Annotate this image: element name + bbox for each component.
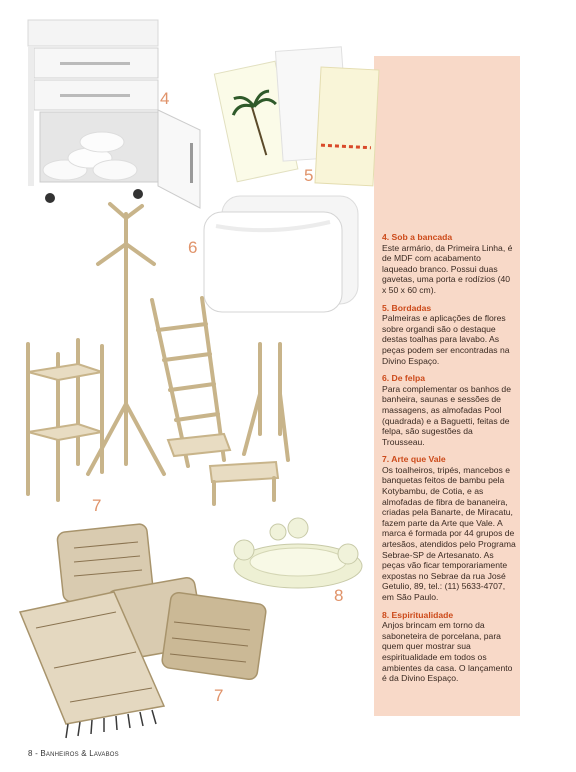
- captions: [382, 232, 516, 691]
- page-number: 8 -: [28, 749, 41, 758]
- caption-title: 4. Sob a bancada: [382, 232, 453, 242]
- caption-item-7: [382, 454, 516, 602]
- item-number-8: 8: [334, 586, 344, 605]
- caption-body: Anjos brincam em torno da saboneteira de porcelana, para quem quer mostrar sua espiritualidade em todos os ambientes da casa. O lançamento é da Divino Espaço.: [382, 620, 513, 684]
- item-number-4: 4: [160, 89, 170, 108]
- caption-body: Para complementar os banhos de banheira, saunas e sessões de massagens, as almofadas Pool (quadrada) e a Baguetti, feitas de felpa, são sugestões da Trousseau.: [382, 383, 511, 447]
- publication-name: Banheiros & Lavabos: [40, 749, 119, 758]
- caption-item-4: [382, 232, 516, 296]
- page-footer: [28, 749, 119, 758]
- item-number-5: 5: [304, 166, 314, 185]
- caption-title: 7. Arte que Vale: [382, 454, 446, 465]
- caption-body: Este armário, da Primeira Linha, é de MDF com acabamento laqueado branco. Possui duas gavetas, uma porta e rodízios (40 x 50 x 60 cm).: [382, 242, 513, 295]
- caption-item-8: [382, 610, 516, 684]
- angel-soap-dish-image: [226, 514, 376, 594]
- item-number-7-top: 7: [92, 496, 102, 515]
- item-number-6: 6: [188, 238, 198, 257]
- caption-title: 6. De felpa: [382, 373, 425, 384]
- item-number-7-bottom: 7: [214, 686, 224, 705]
- bamboo-furniture-image: [18, 204, 290, 504]
- caption-body: Palmeiras e aplicações de flores sobre organdi são o destaque destas toalhas para lavabo. As peças podem ser encontradas na Divino Espaço.: [382, 313, 510, 366]
- embroidered-towels-image: [218, 46, 378, 186]
- caption-body: Os toalheiros, tripés, mancebos e banquetas feitos de bambu pela Kotybambu, de Cotia, e as almofadas de fibra de bananeira, criadas pela Banarte, de Miracatu, fazem parte da Arte que Vale. A marca é formada por 44 grupos de artesãos, atendidos pelo Programa Sebrae-SP de Artesanato. As peças vão ficar temporariamente expostas no Sebrae da rua José Getulio, 89, tel.: (11) 5633-4707, em São Paulo.: [382, 464, 516, 602]
- caption-title: 5. Bordadas: [382, 302, 432, 313]
- caption-item-6: [382, 373, 516, 447]
- cabinet-image: [20, 18, 210, 208]
- caption-item-5: [382, 303, 516, 367]
- caption-title: 8. Espiritualidade: [382, 609, 454, 620]
